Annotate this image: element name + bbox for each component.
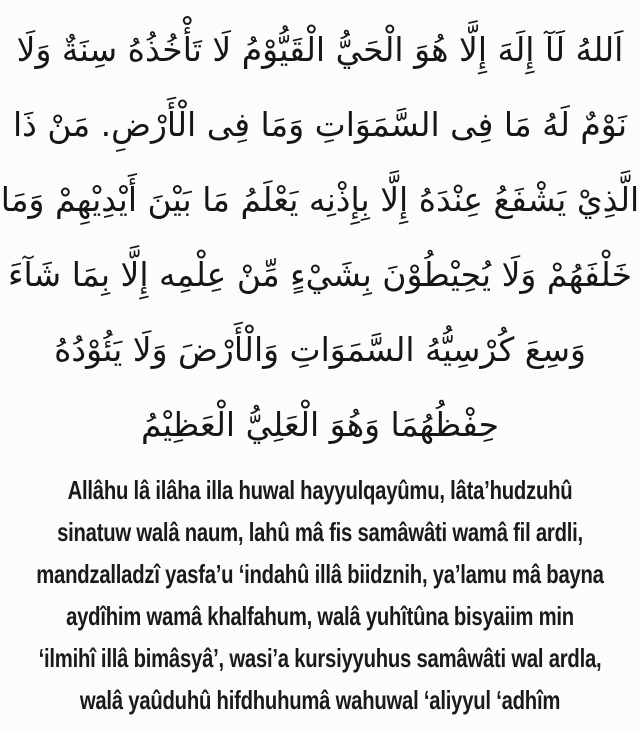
transliteration-line-6: walâ yaûduhû hifdhuhumâ wahuwal ‘aliyyul ‘adhîm <box>79 684 561 715</box>
arabic-line-1: اَللهُ لَآ إِلَهَ إِلَّا هُوَ الْحَيُّ الْقَيُّوْمُ لَا تَأْخُذُهُ سِنَةٌ وَلَا <box>16 30 624 69</box>
transliteration-block <box>0 469 640 721</box>
transliteration-line-3: mandzalladzî yasfa’u ‘indahû illâ biidznih, ya’lamu mâ bayna <box>36 558 604 589</box>
arabic-line-5: وَسِعَ كُرْسِيُّهُ السَّمَوَاتِ وَالْأَرْضَ وَلَا يَئُوْدُهُ <box>54 330 586 369</box>
transliteration-line-5: ‘ilmihî illâ bimâsyâ’, wasi’a kursiyyuhus samâwâti wal ardla, <box>38 642 602 673</box>
arabic-line-3: الَّذِيْ يَشْفَعُ عِنْدَهُ إِلَّا بِإِذْنِه يَعْلَمُ مَا بَيْنَ أَيْدِيْهِمْ وَمَا <box>0 180 640 219</box>
transliteration-line-4: aydîhim wamâ khalfahum, walâ yuhîtûna bisyaiim min <box>66 600 574 631</box>
transliteration-line-1: Allâhu lâ ilâha illa huwal hayyulqayûmu, lâta’hudzuhû <box>67 474 573 505</box>
arabic-line-6: حِفْظُهُمَا وَهُوَ الْعَلِيُّ الْعَظِيْمُ <box>140 405 500 444</box>
transliteration-line-2: sinatuw walâ naum, lahû mâ fis samâwâti wamâ fil ardli, <box>57 516 583 547</box>
arabic-line-4: خَلْفَهُمْ وَلَا يُحِيْطُوْنَ بِشَيْءٍ مِّنْ عِلْمِه إِلَّا بِمَا شَآءَ <box>7 255 633 294</box>
arabic-line-2: نَوْمٌ لَهُ مَا فِى السَّمَوَاتِ وَمَا فِى الْأَرْضِ. مَنْ ذَا <box>12 105 628 144</box>
